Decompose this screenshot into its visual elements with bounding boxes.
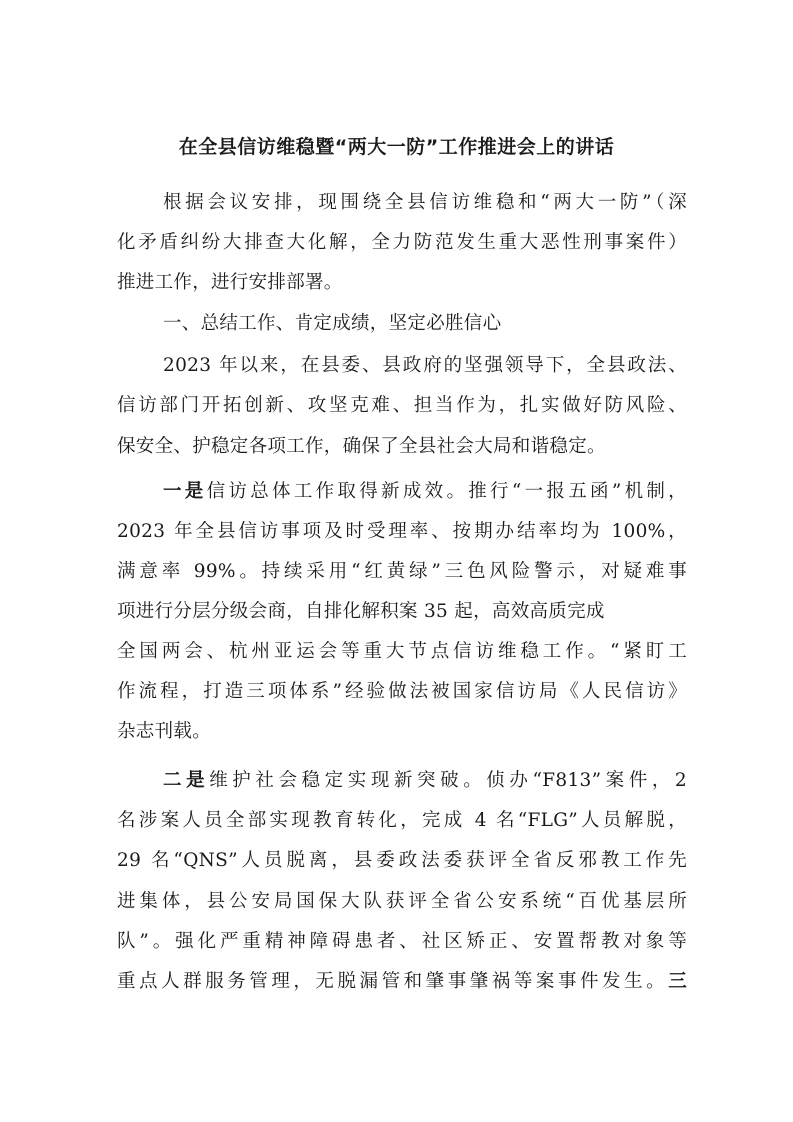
paragraph-line: 推进工作，进行安排部署。 [117,272,343,293]
paragraph-trail: 三 [668,971,687,992]
paragraph-line: 保安全、护稳定各项工作，确保了全县社会大局和谐稳定。 [117,436,606,457]
paragraph-line: 化矛盾纠纷大排查大化解，全力防范发生重大恶性刑事案件） [117,232,687,253]
paragraph-line: 全国两会、杭州亚运会等重大节点信访维稳工作。“紧盯工 [117,641,687,662]
paragraph-line [163,483,687,502]
paragraph-line: 2023 年以来，在县委、县政府的坚强领导下，全县政法、 [163,355,687,376]
paragraph-line: 作流程，打造三项体系”经验做法被国家信访局《人民信访》 [117,681,687,702]
paragraph-lead: 一是 [163,481,207,502]
paragraph-line: 项进行分层分级会商，自排化解积案 35 起，高效高质完成 [117,601,605,622]
paragraph-line: 队”。强化严重精神障碍患者、社区矫正、安置帮教对象等 [117,931,687,952]
paragraph-line [117,973,687,992]
paragraph-line: 满意率 99%。持续采用“红黄绿”三色风险警示，对疑难事 [117,561,687,582]
paragraph-line-text: 信访总体工作取得新成效。推行“一报五函”机制， [206,481,687,502]
paragraph-line [163,772,687,791]
paragraph-line: 杂志刊载。 [117,721,212,742]
document-title: 在全县信访维稳暨“两大一防”工作推进会上的讲话 [178,136,615,158]
paragraph-line: 2023 年全县信访事项及时受理率、按期办结率均为 100%， [117,521,687,542]
section-heading: 一、总结工作、肯定成绩，坚定必胜信心 [163,313,502,334]
paragraph-line-text: 维护社会稳定实现新突破。侦办“F813”案件，2 [209,770,687,791]
paragraph-line: 29 名“QNS”人员脱离，县委政法委获评全省反邪教工作先 [117,850,687,871]
paragraph-lead: 二是 [163,770,210,791]
paragraph-line: 信访部门开拓创新、攻坚克难、担当作为，扎实做好防风险、 [117,395,687,416]
paragraph-line: 根据会议安排，现围绕全县信访维稳和“两大一防”（深 [163,192,687,213]
paragraph-line-text: 重点人群服务管理，无脱漏管和肇事肇祸等案事件发生。 [117,971,669,992]
paragraph-line: 进集体，县公安局国保大队获评全省公安系统“百优基层所 [117,891,687,912]
paragraph-line: 名涉案人员全部实现教育转化，完成 4 名“FLG”人员解脱， [117,810,687,831]
